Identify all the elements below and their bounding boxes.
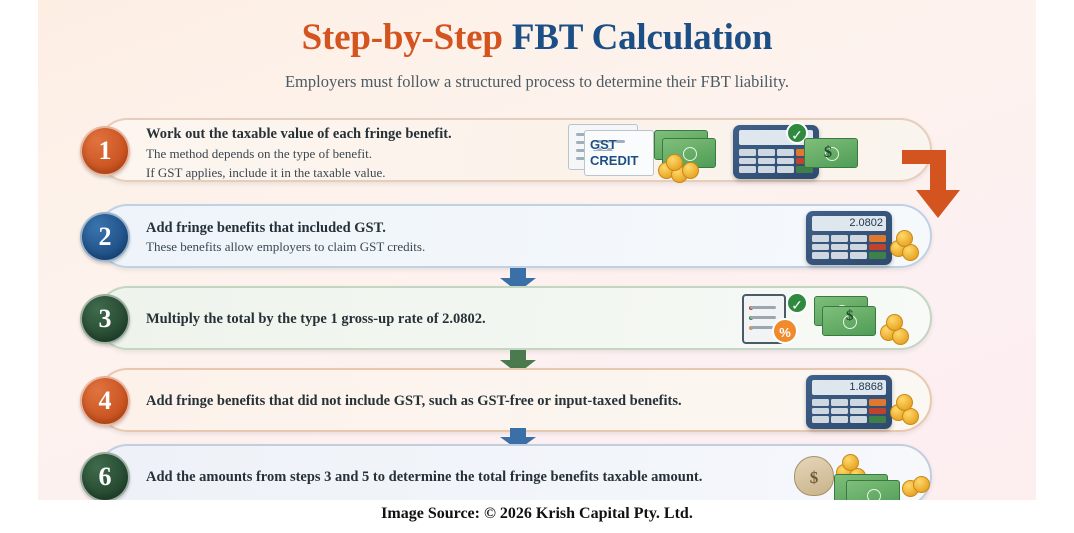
step-text-3 xyxy=(146,288,486,352)
step-row-5 xyxy=(96,444,932,500)
coins-icon xyxy=(658,152,698,186)
step-sub-2a: These benefits allow employers to claim GST credits. xyxy=(146,239,426,255)
money-bag-icon xyxy=(794,456,834,496)
step-number-badge-2: 2 xyxy=(80,212,130,262)
coins-icon-2 xyxy=(890,228,930,262)
step-number-badge-1: 1 xyxy=(80,126,130,176)
infographic-canvas xyxy=(38,0,1036,500)
cash-note-icon-7 xyxy=(846,480,900,500)
step-text-5 xyxy=(146,446,702,500)
illustration-4 xyxy=(798,374,928,430)
illustration-1 xyxy=(558,124,888,180)
step-heading-1: Work out the taxable value of each fringe benefit. xyxy=(146,126,452,143)
step-sub-1a: The method depends on the type of benefit. xyxy=(146,145,372,161)
image-source-caption: Image Source: © 2026 Krish Capital Pty. Ltd. xyxy=(381,505,693,522)
step-heading-3: Multiply the total by the type 1 gross-up rate of 2.0802. xyxy=(146,311,486,328)
page-title xyxy=(302,16,773,59)
step-number-badge-4: 4 xyxy=(80,376,130,426)
percent-icon: % xyxy=(772,318,798,344)
illustration-5 xyxy=(788,450,938,500)
dollar-symbol: $ xyxy=(824,144,832,161)
step-text-1 xyxy=(146,122,452,186)
step-sub-1b: If GST applies, include it in the taxable value. xyxy=(146,164,386,180)
illustration-2 xyxy=(798,210,928,266)
step-text-2 xyxy=(146,206,425,270)
gst-credit-label-line1: GST xyxy=(590,137,617,152)
calculator-display-2: 2.0802 xyxy=(812,216,886,231)
step-heading-4: Add fringe benefits that did not include GST, such as GST-free or input-taxed benefits. xyxy=(146,393,682,410)
calculator-keys xyxy=(739,149,813,173)
step-number-badge-3: 3 xyxy=(80,294,130,344)
subtitle: Employers must follow a structured process to determine their FBT liability. xyxy=(284,72,790,91)
title-part-orange: Step-by-Step xyxy=(301,17,512,58)
step-number-badge-5: 6 xyxy=(80,452,130,500)
coins-icon-3 xyxy=(880,312,920,346)
step-row-2 xyxy=(96,204,932,268)
title-block xyxy=(38,16,1036,59)
calculator-display-4: 1.8868 xyxy=(812,380,886,395)
step-heading-5: Add the amounts from steps 3 and 5 to determine the total fringe benefits taxable amount. xyxy=(146,469,703,486)
title-part-blue: FBT Calculation xyxy=(511,17,773,58)
calculator-icon-2 xyxy=(806,211,892,265)
coins-icon-4 xyxy=(890,392,930,426)
calculator-keys-2 xyxy=(812,235,886,259)
step-heading-2: Add fringe benefits that included GST. xyxy=(146,219,386,236)
calculator-keys-4 xyxy=(812,399,886,423)
check-icon-3: ✓ xyxy=(786,292,808,314)
illustration-3 xyxy=(728,292,928,348)
check-icon: ✓ xyxy=(786,122,808,144)
dollar-symbol-3: $ xyxy=(846,308,854,324)
calculator-icon-4 xyxy=(806,375,892,429)
step-text-4 xyxy=(146,370,682,434)
gst-credit-label-line2: CREDIT xyxy=(590,153,639,168)
coins-icon-6 xyxy=(902,468,942,500)
step-row-4 xyxy=(96,368,932,432)
step-row-3 xyxy=(96,286,932,350)
step-row-1 xyxy=(96,118,932,182)
